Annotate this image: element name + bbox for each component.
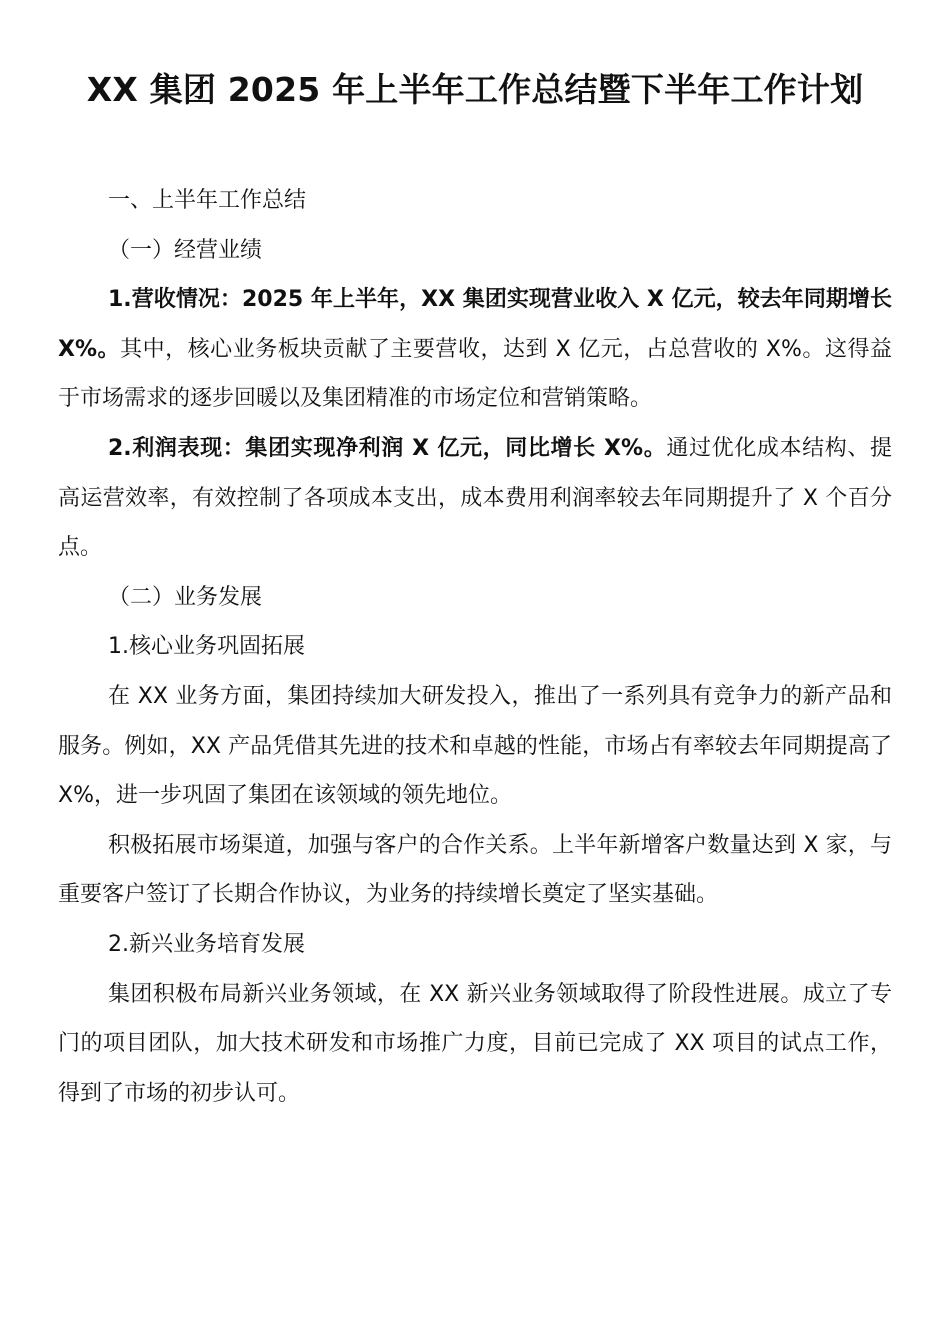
paragraph-revenue-body: 其中，核心业务板块贡献了主要营收，达到 X 亿元，占总营收的 X%。这得益于市场需求的逐步回暖以及集团精准的市场定位和营销策略。	[58, 336, 892, 412]
paragraph-core-business-2: 积极拓展市场渠道，加强与客户的合作关系。上半年新增客户数量达到 X 家，与重要客户签订了长期合作协议，为业务的持续增长奠定了坚实基础。	[58, 832, 892, 908]
document-page	[58, 60, 892, 1118]
paragraph-profit-lead: 2.利润表现：集团实现净利润 X 亿元，同比增长 X%。	[108, 435, 667, 461]
section-heading-summary: 一、上半年工作总结	[108, 188, 307, 213]
document-title: XX 集团 2025 年上半年工作总结暨下半年工作计划	[86, 70, 864, 109]
subsection-heading-performance: （一）经营业绩	[108, 237, 263, 263]
paragraph-new-business-1: 集团积极布局新兴业务领域，在 XX 新兴业务领域取得了阶段性进展。成立了专门的项目团队，加大技术研发和市场推广力度，目前已完成了 XX 项目的试点工作，得到了市场的初步认可。	[58, 981, 892, 1106]
heading-new-business: 2.新兴业务培育发展	[108, 931, 305, 957]
paragraph-profit-body: 通过优化成本结构、提高运营效率，有效控制了各项成本支出，成本费用利润率较去年同期提升了 X 个百分点。	[58, 435, 892, 561]
paragraph-revenue	[58, 275, 892, 424]
subsection-heading-business: （二）业务发展	[108, 584, 263, 610]
paragraph-core-business-1: 在 XX 业务方面，集团持续加大研发投入，推出了一系列具有竞争力的新产品和服务。例如，XX 产品凭借其先进的技术和卓越的性能，市场占有率较去年同期提高了 X%，进一步巩固了集团在该领域的领先地位。	[58, 683, 892, 809]
paragraph-profit	[58, 424, 892, 573]
heading-core-business: 1.核心业务巩固拓展	[108, 634, 305, 660]
paragraph-revenue-lead: 1.营收情况：2025 年上半年，XX 集团实现营业收入 X 亿元，较去年同期增长 X%。	[58, 287, 892, 362]
